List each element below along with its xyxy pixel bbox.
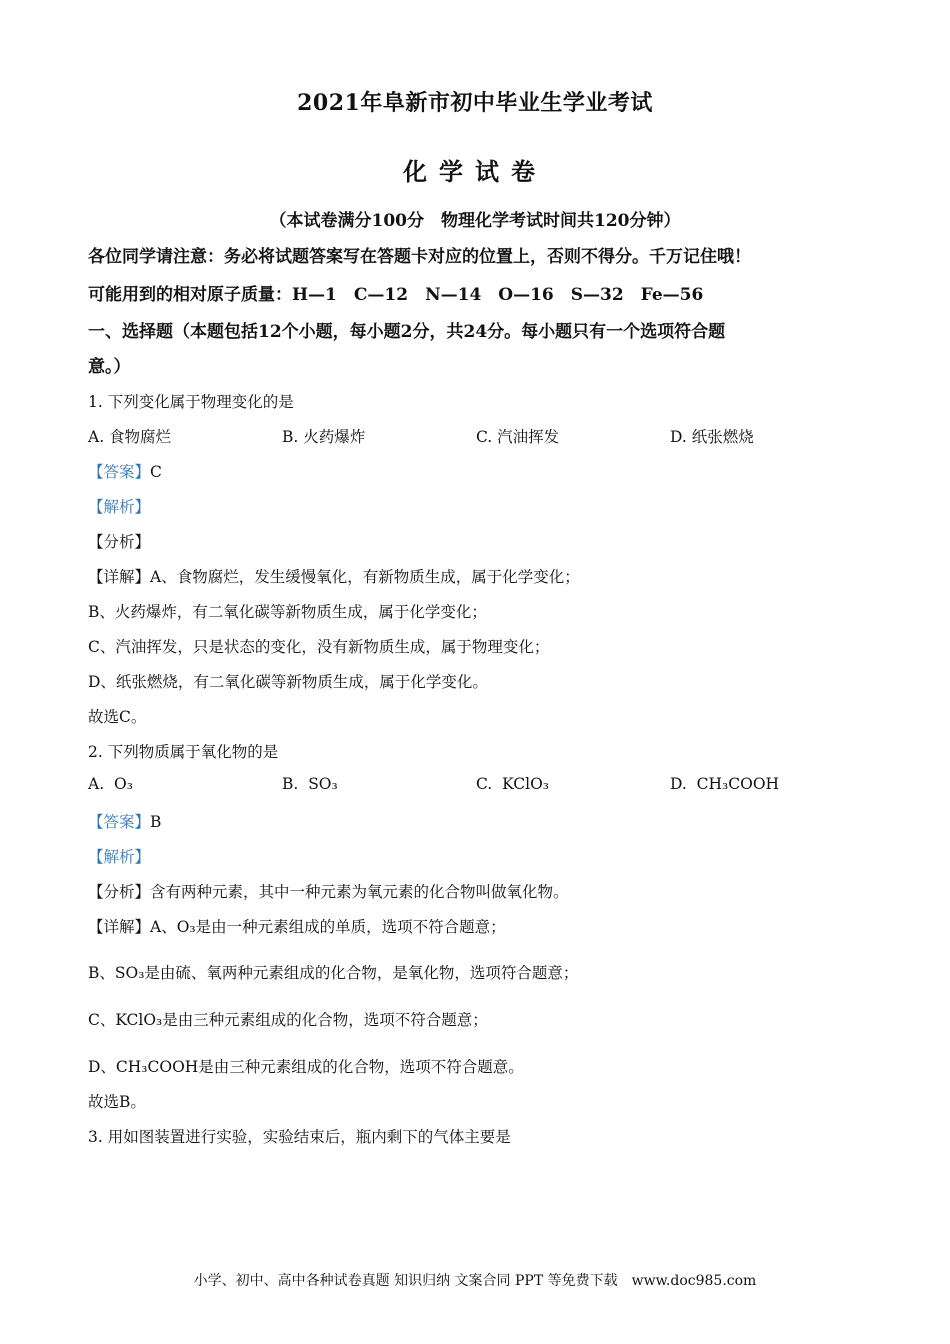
- option-letter: A.: [88, 775, 105, 793]
- answer-line: [88, 460, 162, 482]
- analysis-heading: 【分析】含有两种元素，其中一种元素为氧元素的化合物叫做氧化物。: [88, 883, 569, 901]
- question-3-stem: 3. 用如图装置进行实验，实验结束后，瓶内剩下的气体主要是: [88, 1128, 511, 1146]
- question-stem: 2. 下列物质属于氧化物的是: [88, 743, 279, 761]
- detail-line: B、火药爆炸，有二氧化碳等新物质生成，属于化学变化；: [88, 603, 487, 621]
- option-d: D. 纸张燃烧: [670, 428, 754, 446]
- analysis-heading: 【分析】: [88, 533, 151, 551]
- conclusion: 故选C。: [88, 708, 147, 726]
- exam-title: 2021年阜新市初中毕业生学业考试: [297, 90, 653, 116]
- conclusion: 故选B。: [88, 1093, 146, 1111]
- option-d: [670, 775, 779, 793]
- answer-value: C: [150, 463, 162, 481]
- option-b: [282, 775, 338, 793]
- option-letter: D.: [670, 775, 687, 793]
- exam-info: （本试卷满分100分 物理化学考试时间共120分钟）: [269, 211, 681, 231]
- detail-line: C、KClO₃是由三种元素组成的化合物，选项不符合题意；: [88, 1011, 488, 1029]
- detail-line: B、SO₃是由硫、氧两种元素组成的化合物，是氧化物，选项符合题意；: [88, 964, 579, 982]
- detail-line: 【详解】A、食物腐烂，发生缓慢氧化，有新物质生成，属于化学变化；: [88, 568, 580, 586]
- answer-value: B: [150, 813, 162, 831]
- answer-line: [88, 810, 161, 832]
- detail-line: D、纸张燃烧，有二氧化碳等新物质生成，属于化学变化。: [88, 673, 488, 691]
- option-formula: CH₃COOH: [696, 775, 780, 793]
- option-letter: B.: [282, 775, 299, 793]
- option-letter: C.: [476, 775, 493, 793]
- section-header-continued: 意。）: [88, 357, 131, 377]
- option-c: [476, 775, 549, 793]
- detail-line: 【详解】A、O₃是由一种元素组成的单质，选项不符合题意；: [88, 918, 506, 936]
- option-formula: SO₃: [308, 775, 338, 793]
- analysis-label: 【解析】: [88, 848, 151, 866]
- page-footer: 小学、初中、高中各种试卷真题 知识归纳 文案合同 PPT 等免费下载 www.doc985.com: [193, 1273, 757, 1289]
- atomic-masses: 可能用到的相对原子质量：H—1 C—12 N—14 O—16 S—32 Fe—56: [88, 285, 704, 305]
- detail-line: D、CH₃COOH是由三种元素组成的化合物，选项不符合题意。: [88, 1058, 524, 1076]
- answer-label: 【答案】: [88, 813, 151, 831]
- exam-subtitle: 化学试卷: [403, 157, 547, 186]
- analysis-label: 【解析】: [88, 498, 151, 516]
- option-c: C. 汽油挥发: [476, 428, 560, 446]
- option-formula: O₃: [113, 775, 133, 793]
- option-a: [88, 775, 133, 793]
- answer-label: 【答案】: [88, 463, 151, 481]
- option-formula: KClO₃: [502, 775, 549, 793]
- detail-line: C、汽油挥发，只是状态的变化，没有新物质生成，属于物理变化；: [88, 638, 550, 656]
- option-a: A. 食物腐烂: [88, 428, 172, 446]
- question-stem: 1. 下列变化属于物理变化的是: [88, 393, 294, 411]
- notice-text: 各位同学请注意：务必将试题答案写在答题卡对应的位置上，否则不得分。千万记住哦！: [88, 247, 751, 267]
- option-b: B. 火药爆炸: [282, 428, 366, 446]
- section-header: 一、选择题（本题包括12个小题，每小题2分，共24分。每小题只有一个选项符合题: [88, 322, 726, 342]
